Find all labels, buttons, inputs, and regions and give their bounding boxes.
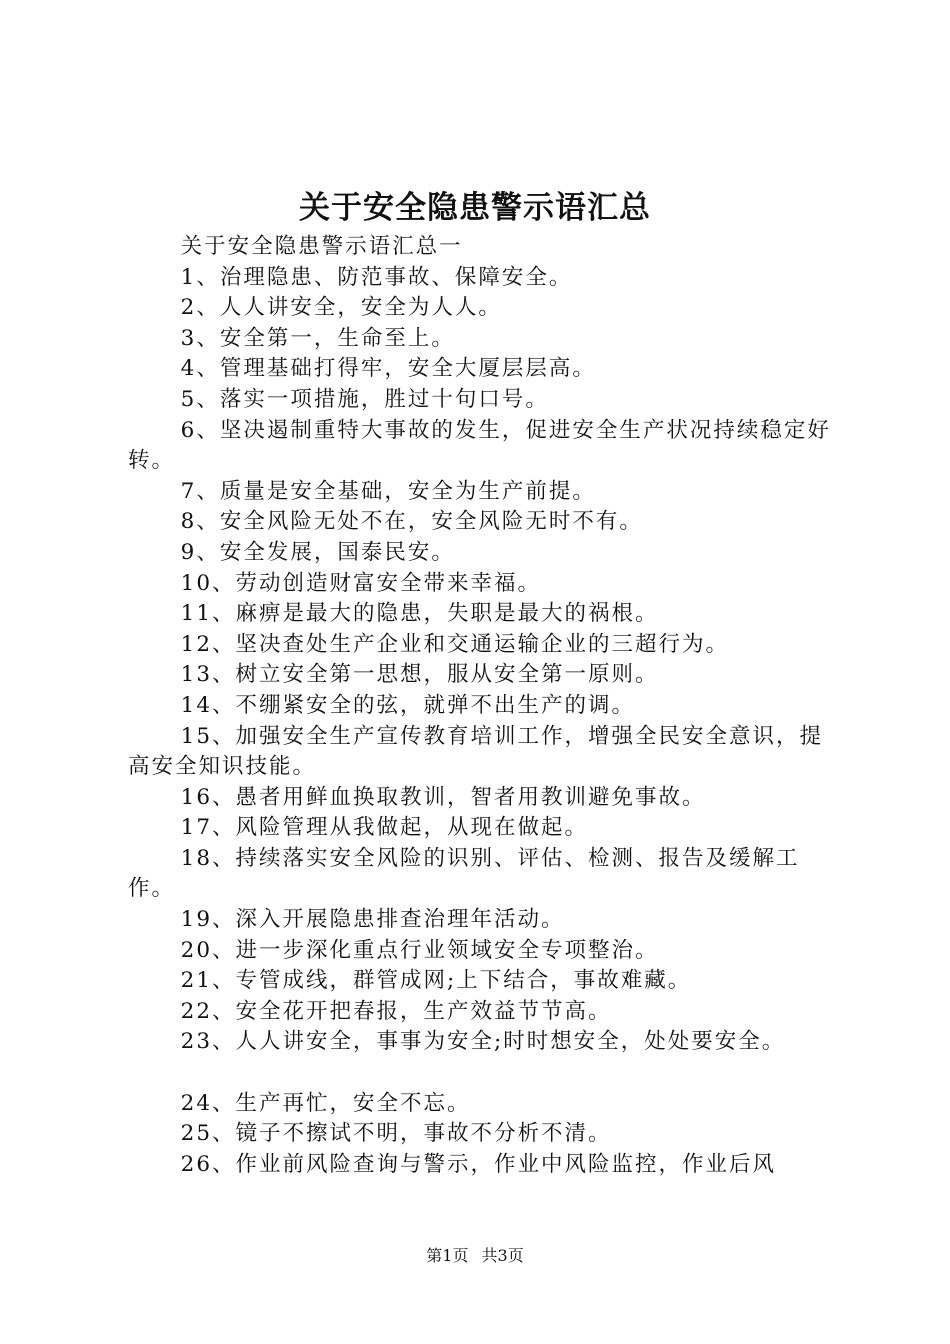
paragraph-gap (128, 1058, 834, 1089)
list-item: 3、安全第一，生命至上。 (180, 325, 455, 351)
list-item: 9、安全发展，国泰民安。 (180, 539, 455, 565)
page-footer (0, 1244, 950, 1268)
list-item: 25、镜子不擦试不明，事故不分析不清。 (180, 1121, 612, 1147)
page-title: 关于安全隐患警示语汇总 (299, 190, 651, 226)
list-item: 4、管理基础打得牢，安全大厦层层高。 (180, 356, 596, 382)
list-item: 11、麻痹是最大的隐患，失职是最大的祸根。 (180, 601, 659, 627)
list-item: 14、不绷紧安全的弦，就弹不出生产的调。 (180, 692, 636, 718)
list-item: 17、风险管理从我做起，从现在做起。 (180, 815, 589, 841)
list-item: 19、深入开展隐患排查治理年活动。 (180, 907, 565, 933)
list-item: 2、人人讲安全，安全为人人。 (180, 295, 502, 321)
list-item: 6、坚决遏制重特大事故的发生，促进安全生产状况持续稳定好转。 (128, 417, 831, 474)
list-item: 18、持续落实安全风险的识别、评估、检测、报告及缓解工作。 (128, 845, 800, 902)
list-item: 1、治理隐患、防范事故、保障安全。 (180, 264, 573, 290)
list-item: 8、安全风险无处不在，安全风险无时不有。 (180, 509, 643, 535)
list-item: 20、进一步深化重点行业领域安全专项整治。 (180, 937, 659, 963)
list-item: 5、落实一项措施，胜过十句口号。 (180, 386, 549, 412)
list-item: 22、安全花开把春报，生产效益节节高。 (180, 998, 612, 1024)
list-item: 15、加强安全生产宣传教育培训工作，增强全民安全意识，提高安全知识技能。 (128, 723, 824, 780)
list-item: 10、劳动创造财富安全带来幸福。 (180, 570, 542, 596)
document-body (128, 232, 834, 1180)
list-item: 16、愚者用鲜血换取教训，智者用教训避免事故。 (180, 784, 706, 810)
document-subtitle: 关于安全隐患警示语汇总一 (180, 234, 463, 259)
page-number: 第1页 (426, 1246, 469, 1265)
list-item: 12、坚决查处生产企业和交通运输企业的三超行为。 (180, 631, 730, 657)
list-item: 23、人人讲安全，事事为安全;时时想安全，处处要安全。 (180, 1029, 786, 1055)
list-item: 21、专管成线，群管成网;上下结合，事故难藏。 (180, 968, 692, 994)
list-item: 13、树立安全第一思想，服从安全第一原则。 (180, 662, 659, 688)
page-total: 共3页 (481, 1246, 524, 1265)
list-item: 24、生产再忙，安全不忘。 (180, 1090, 471, 1116)
list-item: 26、作业前风险查询与警示，作业中风险监控，作业后风 (180, 1151, 777, 1177)
list-item: 7、质量是安全基础，安全为生产前提。 (180, 478, 596, 504)
